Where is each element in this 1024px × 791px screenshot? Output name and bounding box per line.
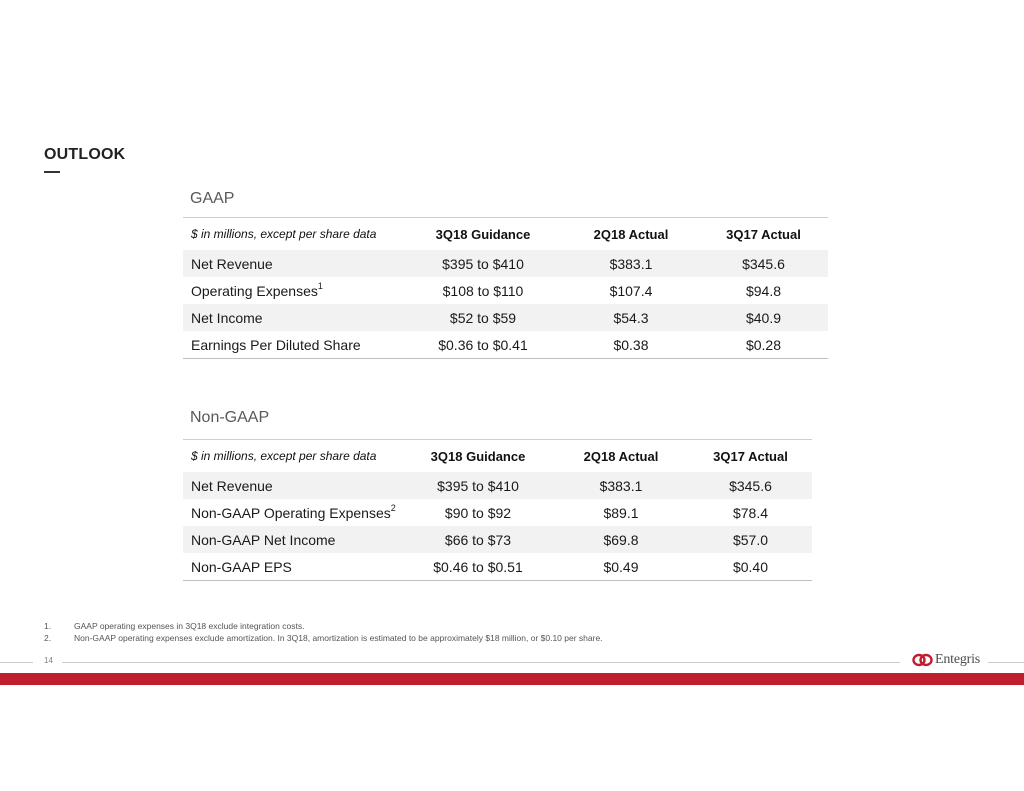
cell-value: $90 to $92 bbox=[444, 504, 512, 521]
table-header-row bbox=[183, 440, 812, 473]
row-label: Non-GAAP Operating Expenses$^2$ bbox=[191, 502, 396, 521]
footer-divider-right bbox=[988, 662, 1024, 663]
column-header-2q18-actual: 2Q18 Actual bbox=[563, 218, 699, 251]
row-label: Net Revenue bbox=[183, 472, 403, 499]
table-row bbox=[183, 250, 828, 277]
table-row bbox=[183, 331, 828, 359]
cell-value: $0.40 bbox=[689, 553, 812, 581]
page-title: OUTLOOK bbox=[44, 146, 126, 163]
column-header-2q18-actual: 2Q18 Actual bbox=[553, 440, 689, 473]
cell-value: $0.49 bbox=[553, 553, 689, 581]
company-logo bbox=[912, 652, 980, 668]
cell-value: $54.3 bbox=[563, 304, 699, 331]
column-header-3q18-guidance: 3Q18 Guidance bbox=[403, 218, 563, 251]
footnote-marker: 2 bbox=[390, 502, 396, 513]
title-underline bbox=[44, 171, 60, 173]
cell-value: $52 to $59 bbox=[403, 304, 563, 331]
cell-value: $69.8 bbox=[553, 526, 689, 553]
cell-value: $0.46 to $0.51 bbox=[403, 553, 553, 581]
footnote-marker: 1 bbox=[317, 280, 323, 291]
cell-value: $66 to $73 bbox=[403, 526, 553, 553]
row-label: Non-GAAP Net Income bbox=[183, 526, 403, 553]
cell-value: $0.38 bbox=[563, 331, 699, 359]
cell-value: $0.28 bbox=[699, 331, 828, 359]
table-row bbox=[183, 472, 812, 499]
table-header-row bbox=[183, 218, 828, 251]
logo-mark-icon bbox=[912, 653, 934, 667]
unit-note: $ in millions, except per share data bbox=[183, 218, 403, 251]
footer-divider bbox=[62, 662, 900, 663]
non-gaap-section-label: Non-GAAP bbox=[190, 409, 270, 426]
footnote-1: 1. GAAP operating expenses in 3Q18 exclude integration costs. bbox=[44, 621, 305, 631]
cell-value: $395 to $410 bbox=[403, 472, 553, 499]
cell-value: $94.8 bbox=[745, 282, 782, 299]
cell-value: $78.4 bbox=[732, 504, 769, 521]
table-row bbox=[183, 499, 812, 526]
logo-wordmark: Entegris bbox=[935, 652, 981, 667]
row-label: Net Income bbox=[183, 304, 403, 331]
page-number: 14 bbox=[44, 656, 53, 665]
column-header-3q17-actual: 3Q17 Actual bbox=[689, 440, 812, 473]
cell-value: $383.1 bbox=[563, 250, 699, 277]
footnote-2: 2. Non-GAAP operating expenses exclude amortization. In 3Q18, amortization is estimated to be approximately $18 million, or $0.10 per share. bbox=[44, 633, 603, 643]
table-row bbox=[183, 277, 828, 304]
row-label: Operating Expenses$^1$ bbox=[191, 280, 323, 299]
column-header-3q17-actual: 3Q17 Actual bbox=[699, 218, 828, 251]
gaap-table bbox=[183, 217, 828, 359]
cell-value: $89.1 bbox=[603, 504, 639, 521]
column-header-3q18-guidance: 3Q18 Guidance bbox=[403, 440, 553, 473]
cell-value: $107.4 bbox=[609, 282, 653, 299]
brand-bar bbox=[0, 673, 1024, 685]
row-label: Net Revenue bbox=[183, 250, 403, 277]
gaap-section-label: GAAP bbox=[190, 190, 235, 207]
table-row bbox=[183, 526, 812, 553]
cell-value: $0.36 to $0.41 bbox=[403, 331, 563, 359]
row-label: Non-GAAP EPS bbox=[183, 553, 403, 581]
cell-value: $345.6 bbox=[699, 250, 828, 277]
cell-value: $383.1 bbox=[553, 472, 689, 499]
row-label: Earnings Per Diluted Share bbox=[183, 331, 403, 359]
cell-value: $345.6 bbox=[689, 472, 812, 499]
footer-divider-left bbox=[0, 662, 33, 663]
footnotes bbox=[44, 620, 603, 644]
table-row bbox=[183, 553, 812, 581]
non-gaap-table bbox=[183, 439, 812, 581]
cell-value: $395 to $410 bbox=[403, 250, 563, 277]
table-row bbox=[183, 304, 828, 331]
cell-value: $108 to $110 bbox=[442, 282, 524, 299]
cell-value: $57.0 bbox=[689, 526, 812, 553]
unit-note: $ in millions, except per share data bbox=[183, 440, 403, 473]
cell-value: $40.9 bbox=[699, 304, 828, 331]
